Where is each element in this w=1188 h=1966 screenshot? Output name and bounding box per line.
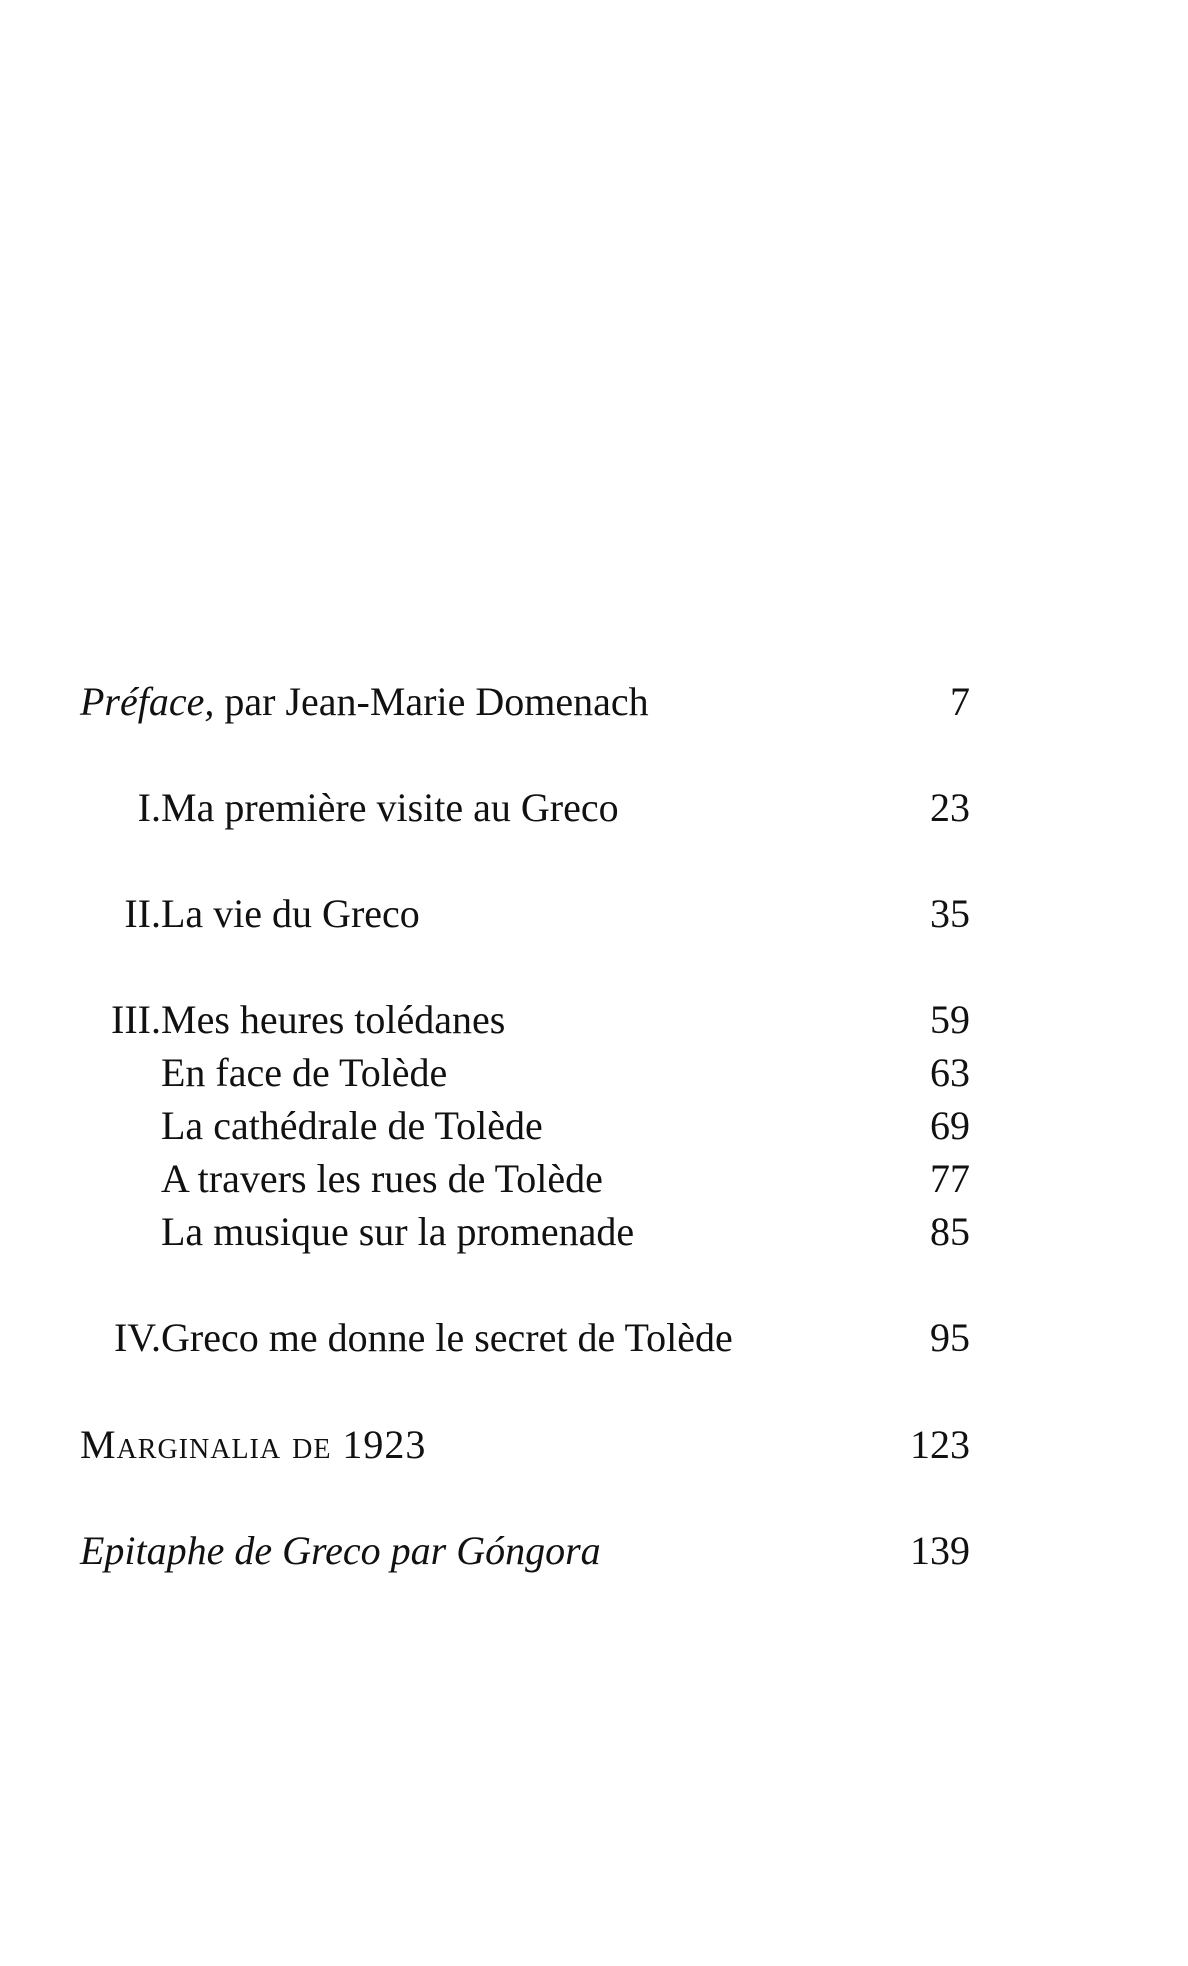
preface-title-italic: Préface, bbox=[80, 679, 215, 724]
toc-entry-chapter-3 bbox=[0, 994, 1188, 1046]
toc-entry-chapter-2 bbox=[0, 888, 1188, 940]
chapter-title: Greco me donne le secret de Tolède bbox=[161, 1315, 733, 1360]
toc-entry-title bbox=[80, 676, 649, 728]
toc-entry-page: 59 bbox=[930, 997, 970, 1042]
toc-entry-chapter-4 bbox=[0, 1312, 1188, 1364]
section-title: La cathédrale de Tolède bbox=[161, 1103, 543, 1148]
toc-entry-section bbox=[0, 1047, 1188, 1099]
section-title: La musique sur la promenade bbox=[161, 1209, 635, 1254]
section-title: En face de Tolède bbox=[161, 1050, 448, 1095]
toc-entry-page: 85 bbox=[930, 1209, 970, 1254]
toc-entry-page: 95 bbox=[930, 1315, 970, 1360]
toc-entry-section bbox=[0, 1206, 1188, 1258]
epitaphe-title: Epitaphe de Greco par Góngora bbox=[80, 1528, 601, 1573]
chapter-title: La vie du Greco bbox=[161, 891, 420, 936]
chapter-title: Ma première visite au Greco bbox=[161, 785, 619, 830]
preface-title-author: par Jean-Marie Domenach bbox=[214, 679, 649, 724]
toc-entry-page: 123 bbox=[910, 1422, 970, 1467]
chapter-numeral: III. bbox=[111, 997, 161, 1042]
toc-entry-section bbox=[0, 1100, 1188, 1152]
toc-entry-page: 23 bbox=[930, 785, 970, 830]
toc-entry-page: 35 bbox=[930, 891, 970, 936]
toc-entry-page: 63 bbox=[930, 1050, 970, 1095]
toc-entry-preface bbox=[0, 676, 1188, 728]
chapter-numeral: II. bbox=[124, 891, 161, 936]
toc-entry-page: 139 bbox=[910, 1528, 970, 1573]
chapter-numeral: I. bbox=[137, 785, 161, 830]
toc-entry-marginalia bbox=[0, 1419, 1188, 1471]
toc-entry-page: 7 bbox=[950, 679, 970, 724]
chapter-title: Mes heures tolédanes bbox=[161, 997, 506, 1042]
marginalia-title: Marginalia de 1923 bbox=[80, 1422, 427, 1467]
toc-entry-epitaphe bbox=[0, 1525, 1188, 1577]
toc-entry-page: 69 bbox=[930, 1103, 970, 1148]
toc-entry-section bbox=[0, 1153, 1188, 1205]
section-title: A travers les rues de Tolède bbox=[161, 1156, 603, 1201]
toc-entry-page: 77 bbox=[930, 1156, 970, 1201]
chapter-numeral: IV. bbox=[113, 1315, 161, 1360]
toc-entry-chapter-1 bbox=[0, 782, 1188, 834]
